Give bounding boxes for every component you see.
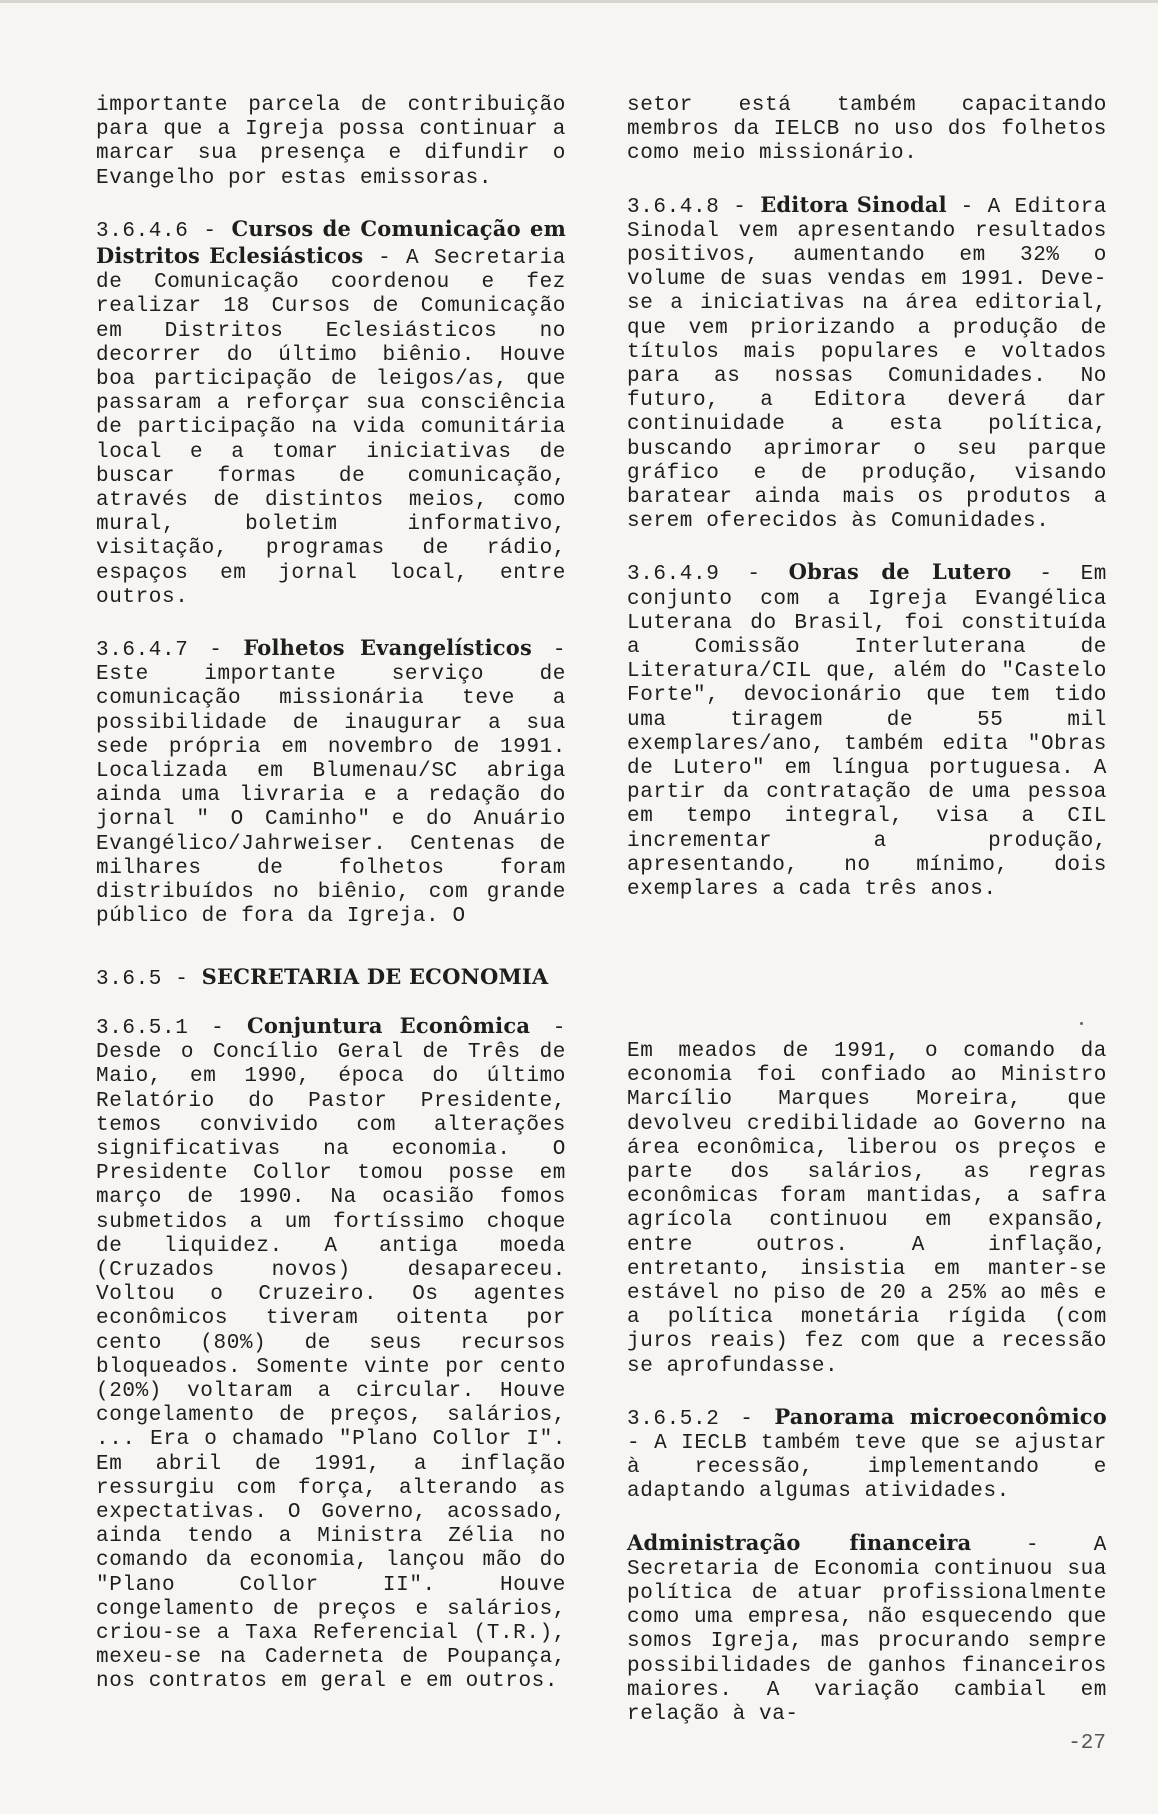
paragraph-continuation xyxy=(627,94,1107,167)
section-heading: Conjuntura Econômica xyxy=(246,1013,531,1038)
column-left-bottom xyxy=(96,1014,566,1721)
section-number: 3.6.4.6 - xyxy=(96,219,217,243)
paragraph-administracao xyxy=(627,1531,1107,1728)
paragraph-text: - Em conjunto com a Igreja Evangélica Luterana do Brasil, foi constituída a Comissão Interluterana de Literatura/CIL que, além do "Castelo Forte", devocionário que tem tido uma tiragem de 55 mil exemplares/ano, também edita "Obras de Lutero" em língua portuguesa. A partir da contratação de uma pessoa em tempo integral, visa a CIL incrementar a produção, apresentando, no mínimo, dois exemplares a cada três anos. xyxy=(627,563,1108,902)
paragraph-intro xyxy=(96,94,566,191)
paragraph-3-6-5-1 xyxy=(96,1014,566,1695)
paragraph-text: - A Secretaria de Economia continuou sua política de atuar profissionalmente como uma empresa, não esquecendo que somos Igreja, mas procurando sempre possibilidades de ganhos financeiros maiores. A variação cambial em relação à va- xyxy=(627,1533,1108,1727)
section-number: 3.6.5.2 - xyxy=(627,1407,754,1431)
column-right-bottom xyxy=(627,1040,1107,1753)
section-number: 3.6.5.1 - xyxy=(96,1017,225,1040)
paragraph-3-6-4-9 xyxy=(627,560,1107,902)
section-heading: Panorama microeconômico xyxy=(774,1403,1107,1429)
page-number: -27 xyxy=(1068,1732,1106,1755)
top-edge-line xyxy=(0,0,1158,3)
paragraph-text: - A Secretaria de Comunicação coordenou e fez realizar 18 Cursos de Comunicação em Distritos Eclesiásticos no decorrer do último biênio. Houve boa participação de leigos/as, que passaram a reforçar sua consciência de participação na vida comunitária local e a tomar iniciativas de buscar formas de comunicação, através de distintos meios, como mural, boletim informativo, visitação, programas de rádio, espaços em jornal local, entre outros. xyxy=(96,247,566,609)
section-heading: Folhetos Evangelísticos xyxy=(243,635,532,661)
section-title-economia xyxy=(96,964,548,991)
paragraph-text: - Desde o Concílio Geral de Três de Maio, em 1990, época do último Relatório do Pastor Presidente, temos convivido com alterações significativas na economia. O Presidente Collor tomou posse em março de 1990. Na ocasião fomos submetidos a um fortíssimo choque de liquidez. A antiga moeda (Cruzados novos) desapareceu. Voltou o Cruzeiro. Os agentes econômicos tiveram oitenta por cento (80%) de seus recursos bloqueados. Somente vinte por cento (20%) voltaram a circular. Houve congelamento de preços, salários, ... Era o chamado "Plano Collor I". Em abril de 1991, a inflação ressurgiu com força, alterando as expectativas. O Governo, acossado, ainda tendo a Ministra Zélia no comando da economia, lançou mão do "Plano Collor II". Houve congelamento de preços e salários, criou-se a Taxa Referencial (T.R.), mexeu-se na Caderneta de Poupança, nos contratos em geral e em outros. xyxy=(96,1017,566,1694)
section-number: 3.6.5 - xyxy=(96,968,189,991)
paragraph-text: importante parcela de contribuição para que a Igreja possa continuar a marcar sua presença e difundir o Evangelho por estas emissoras. xyxy=(96,94,566,190)
paragraph-text: - A IECLB também teve que se ajustar à recessão, implementando e adaptando algumas atividades. xyxy=(627,1432,1107,1504)
section-number: 3.6.4.7 - xyxy=(96,639,223,663)
column-right-top xyxy=(627,94,1107,928)
section-heading: SECRETARIA DE ECONOMIA xyxy=(201,964,549,989)
section-number: 3.6.4.9 - xyxy=(627,563,761,587)
section-heading: Cursos de Comunicação em Distritos Eclesiásticos xyxy=(96,215,566,269)
scan-speck xyxy=(1080,1022,1083,1025)
paragraph-text: setor está também capacitando membros da IELCB no uso dos folhetos como meio missionário. xyxy=(627,94,1107,166)
section-heading: Administração financeira xyxy=(627,1529,972,1555)
paragraph-text: - Este importante serviço de comunicação missionária teve a possibilidade de inaugurar a sua sede própria em novembro de 1991. Localizada em Blumenau/SC abriga ainda uma livraria e a redação do jornal " O Caminho" e do Anuário Evangélico/Jahrweiser. Centenas de milhares de folhetos foram distribuídos no biênio, com grande público de fora da Igreja. O xyxy=(96,639,567,929)
paragraph-3-6-5-2 xyxy=(627,1405,1107,1505)
paragraph-3-6-4-8 xyxy=(627,193,1107,535)
section-number: 3.6.4.8 - xyxy=(627,195,747,219)
paragraph-economy xyxy=(627,1040,1107,1379)
paragraph-text: - A Editora Sinodal vem apresentando resultados positivos, aumentando em 32% o volume de suas vendas em 1991. Deve-se a iniciativas na área editorial, que vem priorizando a produção de títulos mais populares e voltados para as nossas Comunidades. No futuro, a Editora deverá dar continuidade a esta política, buscando aprimorar o seu parque gráfico e de produção, visando baratear ainda mais os produtos a serem oferecidos às Comunidades. xyxy=(627,195,1108,534)
section-heading: Obras de Lutero xyxy=(788,559,1012,585)
paragraph-text: Em meados de 1991, o comando da economia foi confiado ao Ministro Marcílio Marques Moreira, que devolveu credibilidade ao Governo na área econômica, liberou os preços e parte dos salários, as regras econômicas foram mantidas, a safra agrícola continuou em expansão, entre outros. A inflação, entretanto, insistia em manter-se estável no piso de 20 a 25% ao mês e a política monetária rígida (com juros reais) fez com que a recessão se aprofundasse. xyxy=(627,1040,1107,1378)
paragraph-3-6-4-7 xyxy=(96,636,566,929)
paragraph-3-6-4-6 xyxy=(96,217,566,610)
column-left-top xyxy=(96,94,566,956)
section-heading: Editora Sinodal xyxy=(760,191,947,217)
